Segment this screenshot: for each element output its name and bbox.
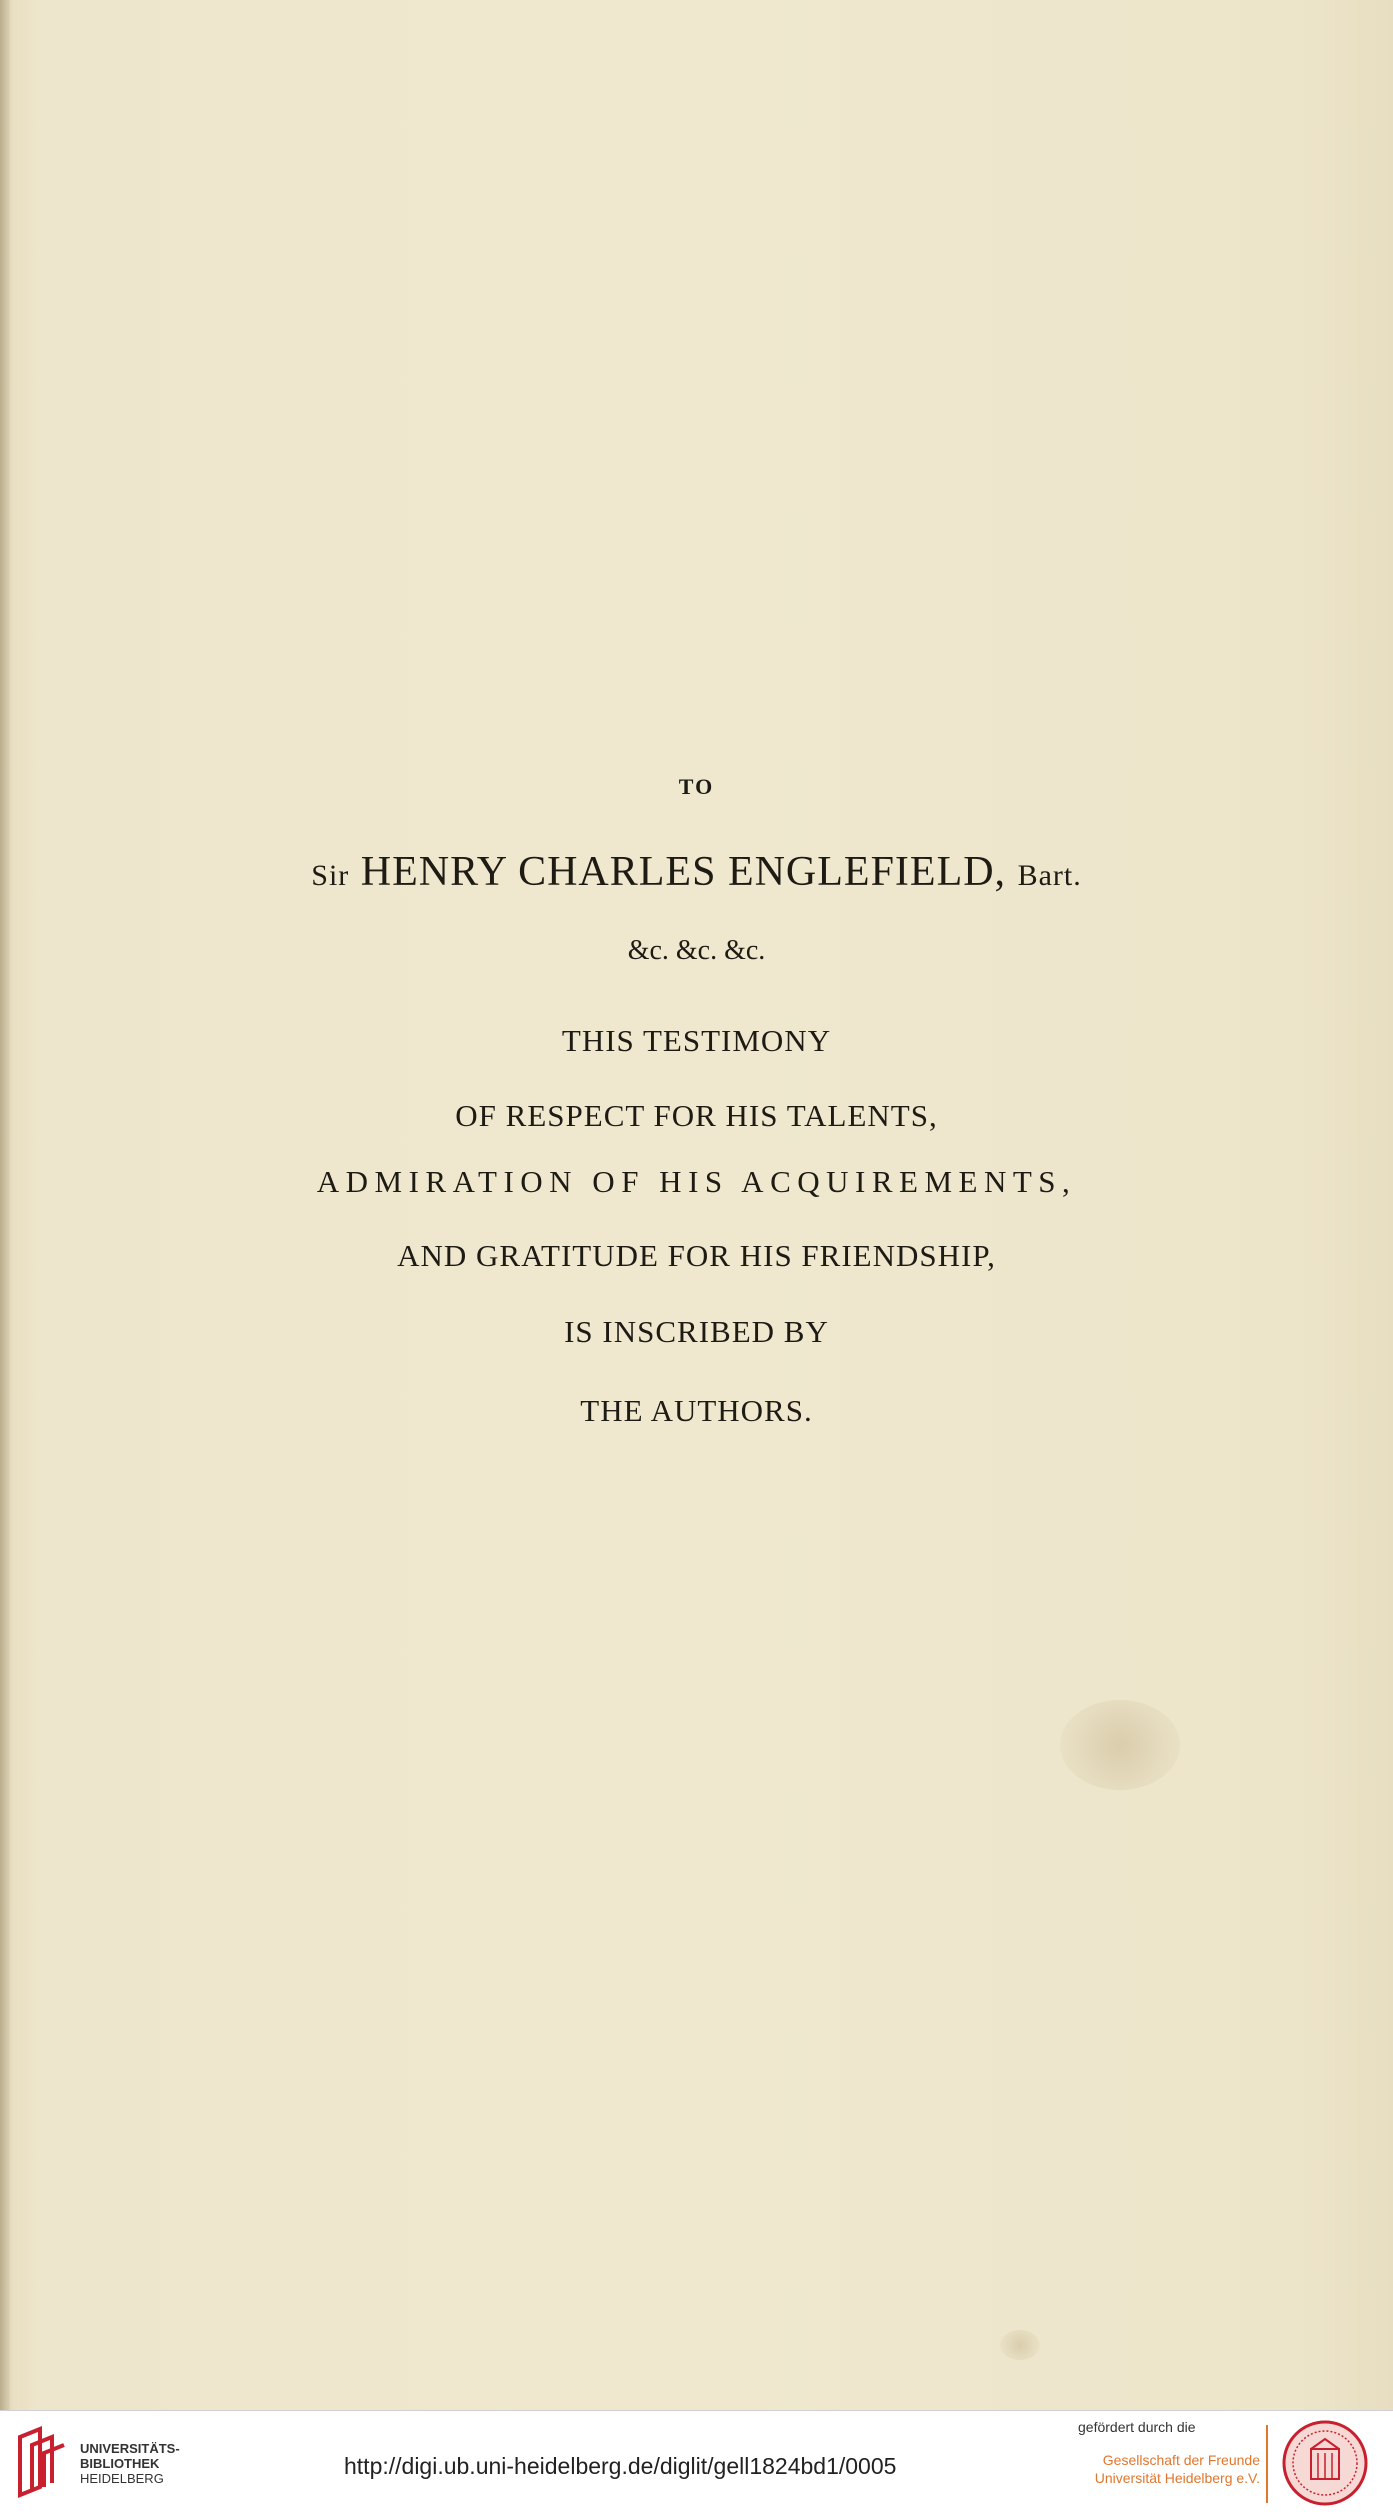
sponsor-org-line-1: Gesellschaft der Freunde bbox=[1102, 2452, 1260, 2468]
footer-divider bbox=[1266, 2425, 1268, 2503]
library-name-line-3: HEIDELBERG bbox=[80, 2471, 164, 2486]
name-prefix: Sir bbox=[311, 859, 350, 892]
paper-stain bbox=[1000, 2330, 1040, 2360]
library-name-line-2: BIBLIOTHEK bbox=[80, 2456, 160, 2471]
university-seal-icon[interactable] bbox=[1281, 2419, 1369, 2507]
dedication-line-1: THIS TESTIMONY bbox=[561, 1023, 832, 1058]
sponsor-label: gefördert durch die bbox=[1078, 2419, 1196, 2435]
sponsor-block bbox=[1060, 2419, 1260, 2487]
page-edge bbox=[0, 0, 10, 2410]
dedication-line-4: AND GRATITUDE FOR HIS FRIENDSHIP, bbox=[397, 1238, 996, 1273]
library-name-line-1: UNIVERSITÄTS- bbox=[80, 2441, 180, 2456]
dedication-line-3: ADMIRATION OF HIS ACQUIREMENTS, bbox=[316, 1164, 1077, 1199]
dedicatee-name bbox=[0, 848, 1393, 896]
name-suffix: Bart. bbox=[1017, 859, 1082, 892]
sponsor-org-line-2: Universität Heidelberg e.V. bbox=[1094, 2470, 1260, 2486]
dedication-line-2: OF RESPECT FOR HIS TALENTS, bbox=[455, 1098, 938, 1133]
dedication-line-5: IS INSCRIBED BY bbox=[564, 1314, 829, 1349]
paper-stain bbox=[1060, 1700, 1180, 1790]
footer-bar bbox=[0, 2410, 1393, 2512]
dedication-to: TO bbox=[678, 774, 715, 799]
permalink-url[interactable]: http://digi.ub.uni-heidelberg.de/diglit/gell1824bd1/0005 bbox=[344, 2453, 897, 2479]
name-main: HENRY CHARLES ENGLEFIELD, bbox=[360, 849, 1007, 895]
library-name bbox=[80, 2441, 180, 2486]
dedication-etc: &c. &c. &c. bbox=[627, 935, 766, 966]
ub-heidelberg-logo-icon[interactable] bbox=[14, 2425, 70, 2499]
dedication-line-6: THE AUTHORS. bbox=[580, 1393, 813, 1428]
